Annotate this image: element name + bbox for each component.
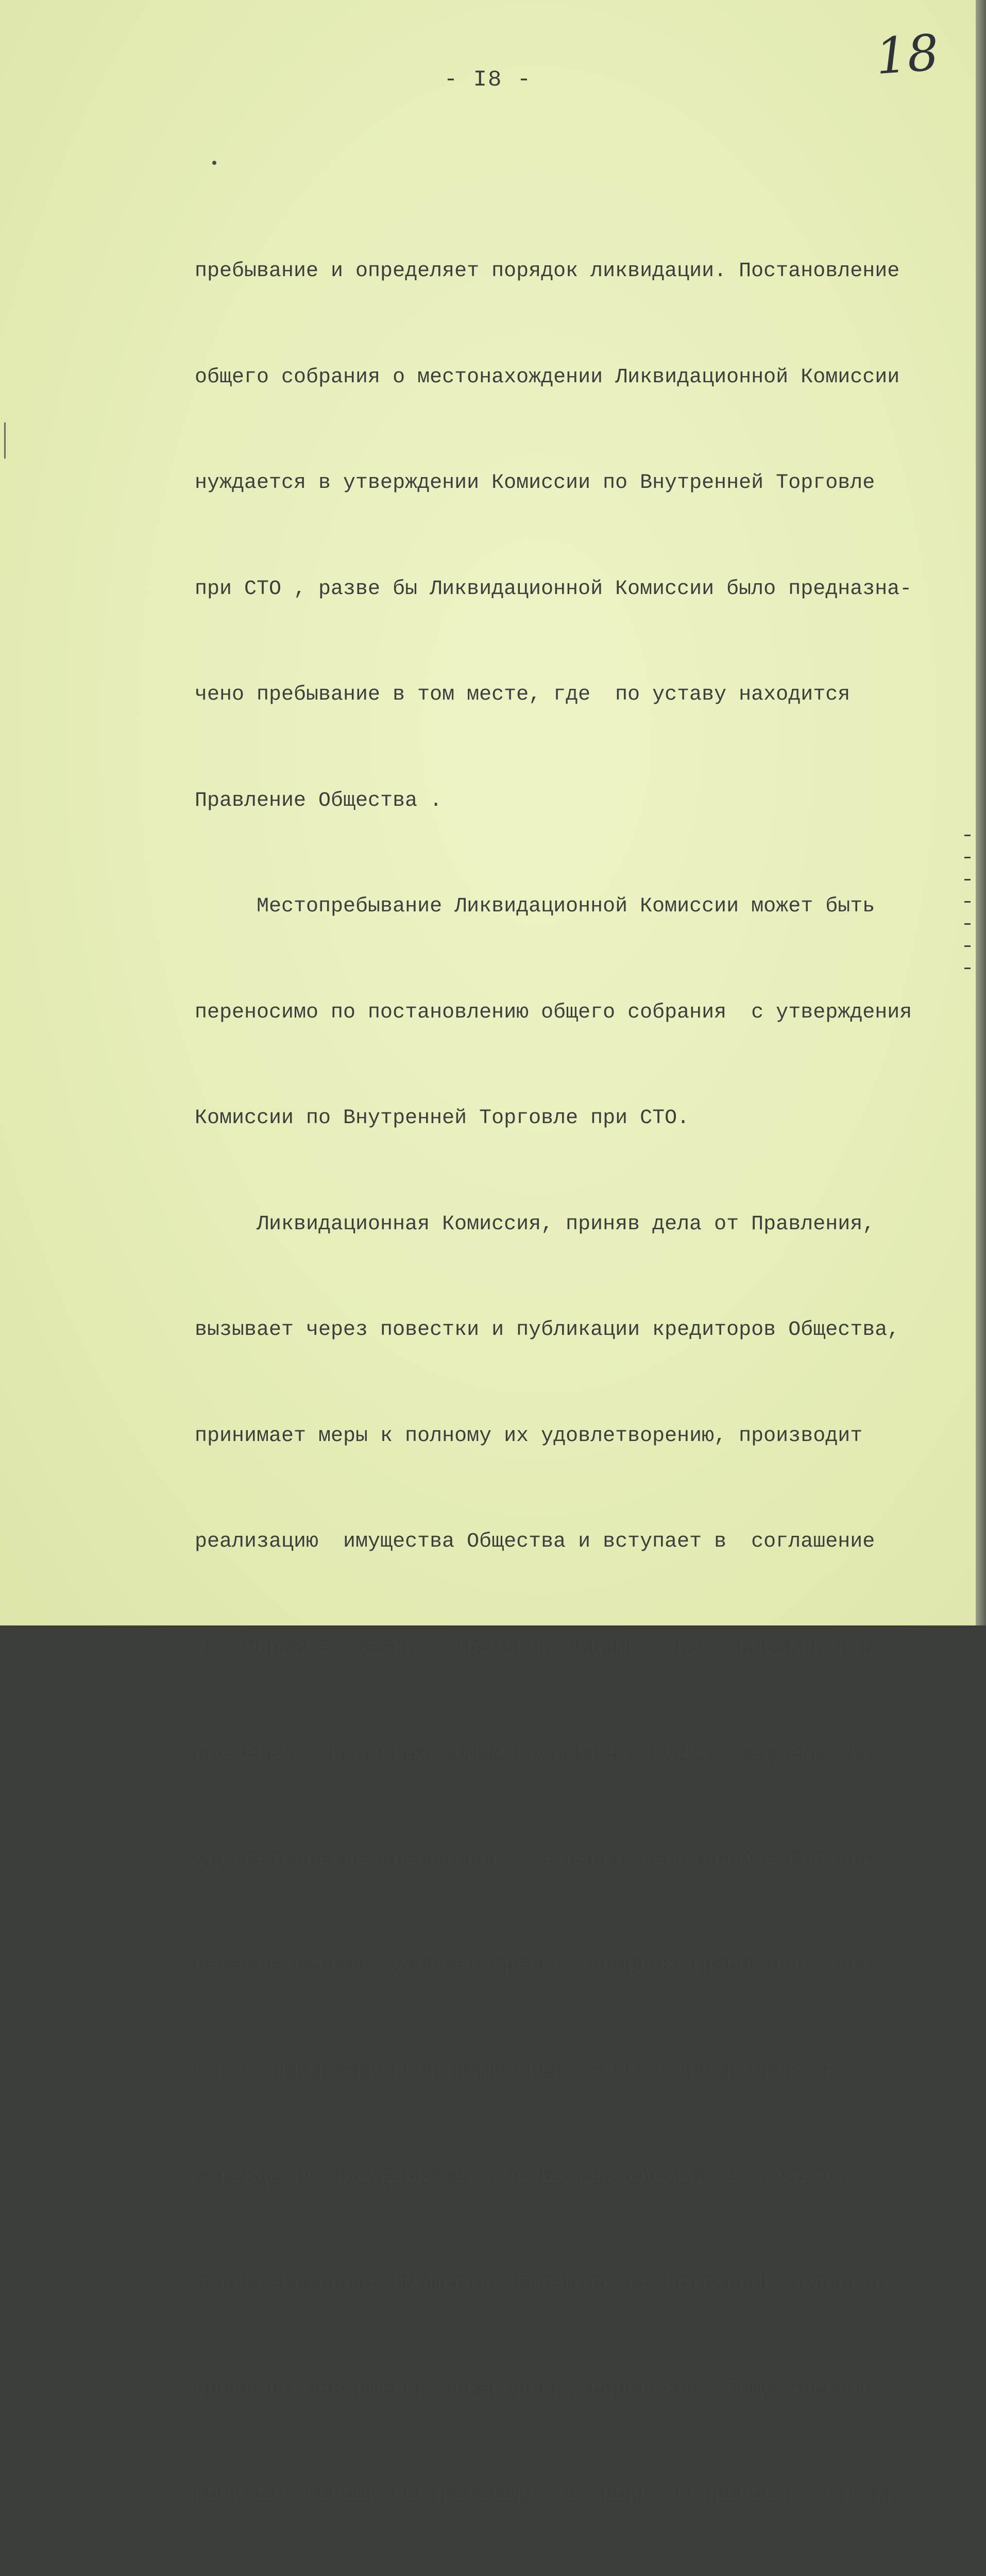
text-line: вызывает через повестки и публикации кредиторов Общества, bbox=[195, 1318, 900, 1342]
handwritten-folio-number: 18 bbox=[874, 23, 941, 86]
text-line: Ликвидационная Комиссия, приняв дела от Правления, bbox=[195, 1212, 875, 1236]
text-line: Комиссии по Внутренней Торговле при СТО. bbox=[195, 1107, 690, 1130]
tick-mark bbox=[964, 901, 971, 903]
text-line: при СТО , разве бы Ликвидационной Комиссии было предназна- bbox=[195, 577, 912, 601]
tick-mark bbox=[964, 945, 971, 947]
text-line: пребывание и определяет порядок ликвидации. Постановление bbox=[195, 260, 900, 283]
margin-tick-marks bbox=[964, 835, 972, 990]
text-line: печения полного удовлетворения спорных требований, вно- bbox=[195, 1954, 888, 1977]
tick-mark bbox=[964, 879, 971, 880]
page-number: - I8 - bbox=[444, 67, 532, 93]
text-line: пределах, указанных общим собранием. Суммы следуемые на bbox=[195, 1742, 875, 1765]
tick-mark bbox=[964, 968, 971, 969]
text-line: нуждается в утверждении Комиссии по Внутренней Торговле bbox=[195, 471, 875, 495]
text-line: чено пребывание в том месте, где по уставу находится bbox=[195, 683, 851, 706]
text-line: учреждения Государственного Банка. Свободные остатки bbox=[195, 2165, 851, 2189]
text-line: ликвидационного имущества выдаются по истечении годового bbox=[195, 2271, 888, 2295]
text-line: принимает меры к полному их удовлетворению, производит bbox=[195, 1424, 863, 1448]
page-edge-shadow bbox=[976, 0, 986, 1625]
tick-mark bbox=[964, 835, 971, 836]
tick-mark bbox=[964, 923, 971, 925]
text-line: и мировые сделки с третьими лицами , на основании и в bbox=[195, 1636, 875, 1659]
margin-scratch bbox=[4, 422, 11, 459]
text-line: общего собрания о местонахождении Ликвидационной Комиссии bbox=[195, 365, 900, 389]
text-line: переносимо по постановлению общего собрания с утверждения bbox=[195, 1001, 912, 1024]
text-line: срока по завершении ликвидации, Еврейскому Общественному bbox=[195, 2377, 888, 2400]
ink-dot bbox=[212, 161, 216, 165]
text-line: Комитету помощи пострадавшим от войн, погромов и стихий- bbox=[195, 2483, 912, 2506]
text-line: сятся Ликвидационной Комиссией за счет кредиторов в bbox=[195, 2059, 838, 2083]
tick-mark bbox=[964, 857, 971, 858]
text-line: удовлетворение кредиторов , а равно необходимые для обез- bbox=[195, 1848, 900, 1871]
text-line: Правление Общества . bbox=[195, 789, 443, 812]
text-line: Местопребывание Ликвидационной Комиссии может быть bbox=[195, 895, 875, 918]
text-line: реализацию имущества Общества и вступает в соглашение bbox=[195, 1530, 875, 1553]
typewritten-body bbox=[195, 183, 967, 2576]
